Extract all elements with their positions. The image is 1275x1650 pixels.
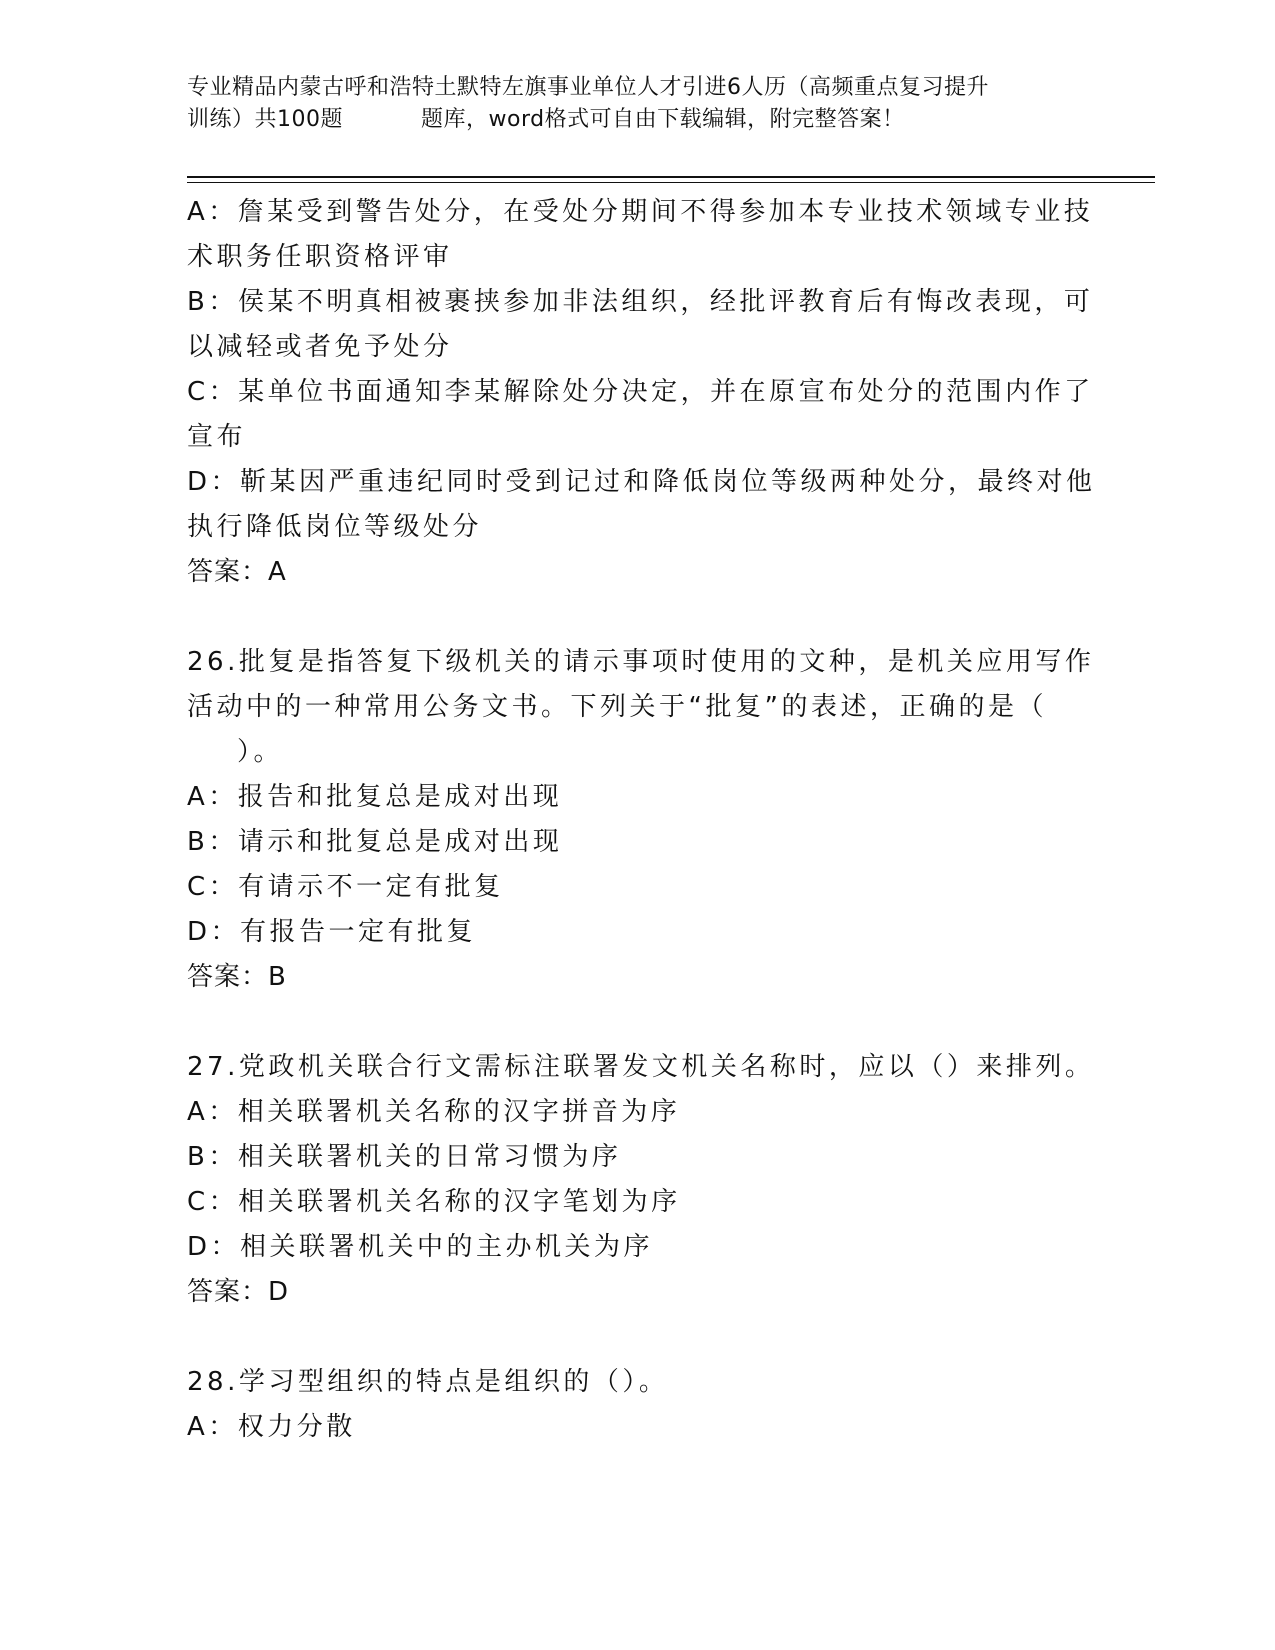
header-divider-thick bbox=[187, 176, 1155, 178]
option-b: B：请示和批复总是成对出现 bbox=[187, 827, 563, 857]
question-gap bbox=[187, 595, 1077, 640]
question-28 bbox=[187, 1360, 1077, 1450]
answer-line: 答案：B bbox=[187, 962, 287, 992]
option-d: D：相关联署机关中的主办机关为序 bbox=[187, 1232, 654, 1262]
question-stem-line1: 26.批复是指答复下级机关的请示事项时使用的文种，是机关应用写作 bbox=[187, 647, 1095, 677]
question-25 bbox=[187, 190, 1096, 595]
answer-line: 答案：D bbox=[187, 1277, 290, 1307]
question-gap bbox=[187, 1000, 1077, 1045]
question-stem: 28.学习型组织的特点是组织的（）。 bbox=[187, 1367, 669, 1397]
option-c-line2: 宣布 bbox=[187, 422, 247, 452]
option-a: A：权力分散 bbox=[187, 1412, 356, 1442]
question-stem-line2: 活动中的一种常用公务文书。下列关于“批复”的表述，正确的是（ bbox=[187, 692, 1047, 722]
option-c: C：有请示不一定有批复 bbox=[187, 872, 504, 902]
option-d-line1: D：靳某因严重违纪同时受到记过和降低岗位等级两种处分，最终对他 bbox=[187, 467, 1096, 497]
question-stem: 27.党政机关联合行文需标注联署发文机关名称时，应以（）来排列。 bbox=[187, 1052, 1095, 1082]
question-26 bbox=[187, 640, 1095, 1000]
option-a: A：相关联署机关名称的汉字拼音为序 bbox=[187, 1097, 681, 1127]
header-title-left: 训练）共100题 bbox=[187, 107, 343, 132]
option-d: D：有报告一定有批复 bbox=[187, 917, 477, 947]
option-c-line1: C：某单位书面通知李某解除处分决定，并在原宣布处分的范围内作了 bbox=[187, 377, 1094, 407]
question-gap bbox=[187, 1315, 1077, 1360]
header-title-right: 题库，word格式可自由下载编辑，附完整答案！ bbox=[421, 107, 905, 132]
option-a-line2: 术职务任职资格评审 bbox=[187, 242, 453, 272]
option-b-line1: B：侯某不明真相被裹挟参加非法组织，经批评教育后有悔改表现，可 bbox=[187, 287, 1094, 317]
question-content bbox=[187, 190, 1096, 1450]
question-stem-line3: ）。 bbox=[237, 737, 284, 767]
question-27 bbox=[187, 1045, 1095, 1315]
option-d-line2: 执行降低岗位等级处分 bbox=[187, 512, 483, 542]
option-b: B：相关联署机关的日常习惯为序 bbox=[187, 1142, 622, 1172]
header-divider-thin bbox=[187, 182, 1155, 183]
option-a-line1: A：詹某受到警告处分，在受处分期间不得参加本专业技术领域专业技 bbox=[187, 197, 1094, 227]
option-b-line2: 以减轻或者免予处分 bbox=[187, 332, 453, 362]
header-title-line1: 专业精品内蒙古呼和浩特土默特左旗事业单位人才引进6人历（高频重点复习提升 bbox=[187, 75, 989, 100]
answer-line: 答案：A bbox=[187, 557, 287, 587]
option-c: C：相关联署机关名称的汉字笔划为序 bbox=[187, 1187, 681, 1217]
header-title-line2 bbox=[187, 104, 1087, 136]
option-a: A：报告和批复总是成对出现 bbox=[187, 782, 563, 812]
document-header bbox=[187, 72, 1087, 136]
